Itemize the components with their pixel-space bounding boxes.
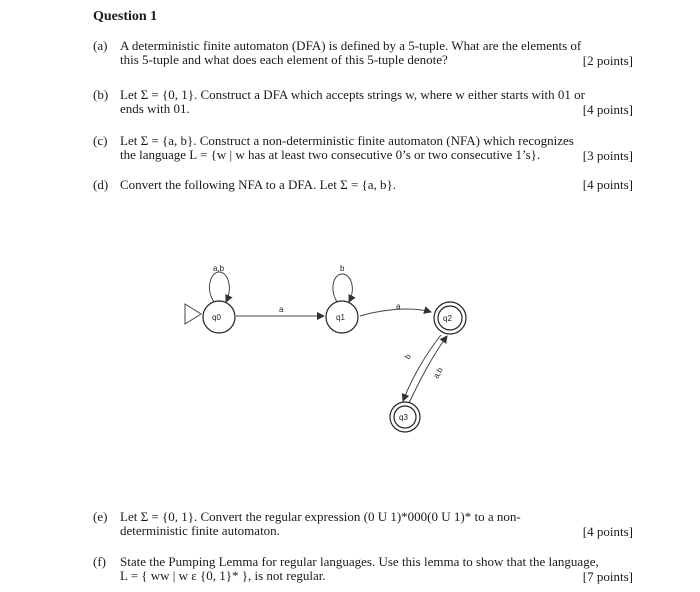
question-text-line1: Let Σ = {0, 1}. Construct a DFA which accepts strings w, where w either starts with 01 or [120, 87, 585, 102]
transition-label-q0-q0: a,b [213, 264, 225, 273]
transition-label-q2-q3: b [402, 352, 413, 361]
transition-label-q0-q1: a [279, 305, 284, 314]
question-points: [2 points] [582, 53, 633, 68]
question-text: the language L = {w | w has at least two consecutive 0’s or two consecutive 1’s}. [120, 147, 541, 162]
transition-label-q1-q1: b [340, 264, 345, 273]
question-text-line1: A deterministic finite automaton (DFA) is defined by a 5-tuple. What are the elements of [120, 38, 582, 53]
question-label: (d) [93, 177, 109, 192]
transition-label-q3-q2: a,b [431, 366, 445, 381]
state-label-q0: q0 [212, 313, 221, 322]
page-title: Question 1 [93, 9, 158, 24]
state-q1 [326, 301, 358, 333]
state-q3 [390, 402, 420, 432]
state-label-q2: q2 [443, 314, 452, 323]
question-label: (a) [93, 38, 108, 53]
question-points: [3 points] [582, 148, 633, 163]
state-q2 [434, 302, 466, 334]
question-points: [4 points] [582, 524, 633, 539]
state-label-q3: q3 [399, 413, 408, 422]
transition-q1-q1 [333, 274, 352, 302]
transition-label-q1-q2: a [396, 302, 401, 311]
question-points: [7 points] [582, 569, 633, 584]
state-label-q1: q1 [336, 313, 345, 322]
question-label: (e) [93, 509, 108, 524]
question-label: (f) [93, 554, 106, 569]
question-text: L = { ww | w ε {0, 1}* }, is not regular. [120, 568, 326, 583]
transition-q0-q0 [210, 272, 230, 302]
question-label: (b) [93, 87, 109, 102]
question-text-line1: Let Σ = {a, b}. Construct a non-deterministic finite automaton (NFA) which recognizes [120, 133, 574, 148]
question-text-line1: Let Σ = {0, 1}. Convert the regular expression (0 U 1)*000(0 U 1)* to a non- [120, 509, 521, 524]
question-text: deterministic finite automaton. [120, 523, 280, 538]
question-text: ends with 01. [120, 101, 190, 116]
question-text-line1: Convert the following NFA to a DFA. Let Σ = {a, b}. [120, 177, 397, 192]
question-points: [4 points] [582, 177, 633, 192]
question-label: (c) [93, 133, 108, 148]
question-text-line1: State the Pumping Lemma for regular languages. Use this lemma to show that the language, [120, 554, 599, 569]
start-arrow [185, 304, 201, 324]
question-points: [4 points] [582, 102, 633, 117]
question-text: this 5-tuple and what does each element of this 5-tuple denote? [120, 52, 448, 67]
state-q0 [203, 301, 235, 333]
